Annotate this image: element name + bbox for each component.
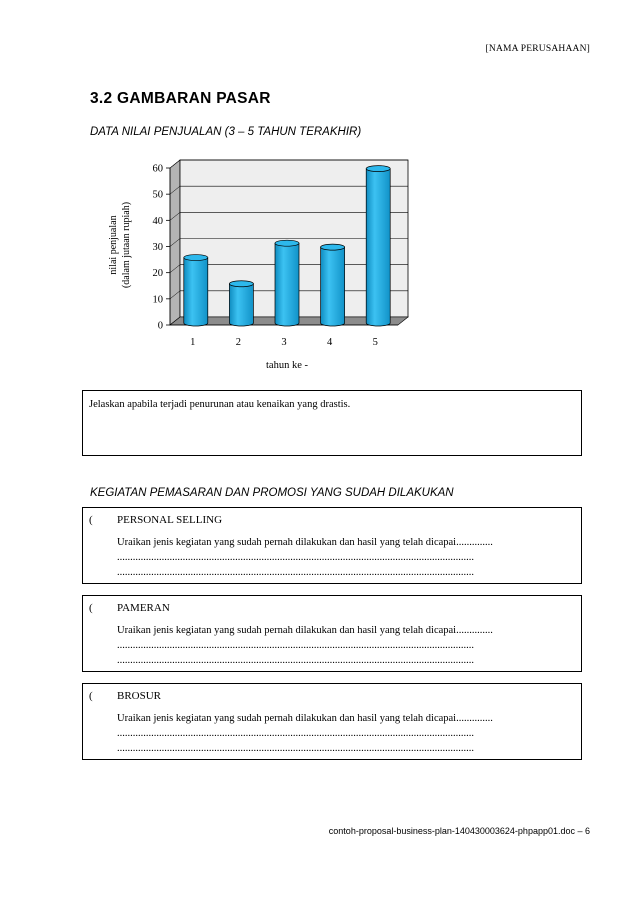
bar-body: [366, 169, 390, 326]
activity-box-brosur: [82, 683, 582, 760]
activity-box-pameran: [82, 595, 582, 672]
activity-box-personal-selling: [82, 507, 582, 584]
activity-fill-line: ........................................................................................................................................: [117, 640, 474, 651]
bar-body: [229, 284, 253, 326]
activity-fill-line: ........................................................................................................................................: [117, 655, 474, 666]
activity-fill-line: ........................................................................................................................................: [117, 567, 474, 578]
activity-title: BROSUR: [117, 690, 162, 702]
bar-5: [366, 166, 390, 326]
y-tick-label: 20: [152, 268, 163, 280]
y-axis-title-line1: nilai penjualan: [108, 215, 119, 275]
activity-title: PERSONAL SELLING: [117, 514, 223, 526]
x-tick-label: 5: [372, 337, 378, 348]
y-tick-label: 10: [152, 294, 163, 306]
bar-top: [275, 240, 299, 246]
activity-description: Uraikan jenis kegiatan yang sudah pernah dilakukan dan hasil yang telah dicapai..............: [117, 625, 493, 636]
y-tick-label: 0: [157, 320, 163, 332]
bar-1: [184, 255, 208, 326]
y-axis-title-line2: (dalam jutaan rupiah): [121, 201, 132, 289]
activities-heading: KEGIATAN PEMASARAN DAN PROMOSI YANG SUDAH DILAKUKAN: [90, 487, 454, 499]
activity-title: PAMERAN: [117, 602, 170, 614]
x-tick-label: 2: [235, 337, 242, 348]
activity-fill-line: ........................................................................................................................................: [117, 743, 474, 754]
y-tick-label: 60: [152, 163, 163, 175]
company-name-header: [NAMA PERUSAHAAN]: [485, 44, 590, 54]
checkbox-mark[interactable]: (: [89, 690, 93, 702]
sales-data-heading: DATA NILAI PENJUALAN (3 – 5 TAHUN TERAKHIR): [90, 126, 362, 138]
bar-3: [275, 240, 299, 326]
document-footer: contoh-proposal-business-plan-140430003624-phpapp01.doc – 6: [328, 826, 590, 836]
bar-body: [275, 243, 299, 326]
bar-top: [229, 281, 253, 287]
chart-y-ticks: [153, 164, 171, 332]
bar-2: [229, 281, 253, 326]
checkbox-mark[interactable]: (: [89, 602, 93, 614]
sales-bar-chart: [90, 150, 430, 375]
bar-body: [184, 258, 208, 326]
x-tick-label: 1: [190, 337, 196, 348]
explanation-prompt: Jelaskan apabila terjadi penurunan atau kenaikan yang drastis.: [89, 399, 351, 410]
bar-4: [321, 244, 345, 326]
checkbox-mark[interactable]: (: [89, 514, 93, 526]
x-tick-label: 4: [326, 337, 333, 348]
bar-top: [321, 244, 345, 250]
activity-description: Uraikan jenis kegiatan yang sudah pernah dilakukan dan hasil yang telah dicapai..............: [117, 713, 493, 724]
chart-x-ticks: [190, 337, 378, 348]
y-tick-label: 30: [152, 242, 163, 253]
bar-body: [321, 247, 345, 326]
activity-fill-line: ........................................................................................................................................: [117, 728, 474, 739]
x-tick-label: 3: [281, 337, 287, 348]
bar-top: [184, 255, 208, 261]
activity-description: Uraikan jenis kegiatan yang sudah pernah dilakukan dan hasil yang telah dicapai..............: [117, 537, 493, 548]
activity-fill-line: ........................................................................................................................................: [117, 552, 474, 563]
y-tick-label: 40: [152, 215, 163, 227]
explanation-box: [82, 390, 582, 456]
y-tick-label: 50: [152, 189, 163, 201]
x-axis-title: tahun ke -: [266, 360, 308, 371]
bar-top: [366, 166, 390, 172]
section-title: 3.2 GAMBARAN PASAR: [90, 90, 271, 107]
